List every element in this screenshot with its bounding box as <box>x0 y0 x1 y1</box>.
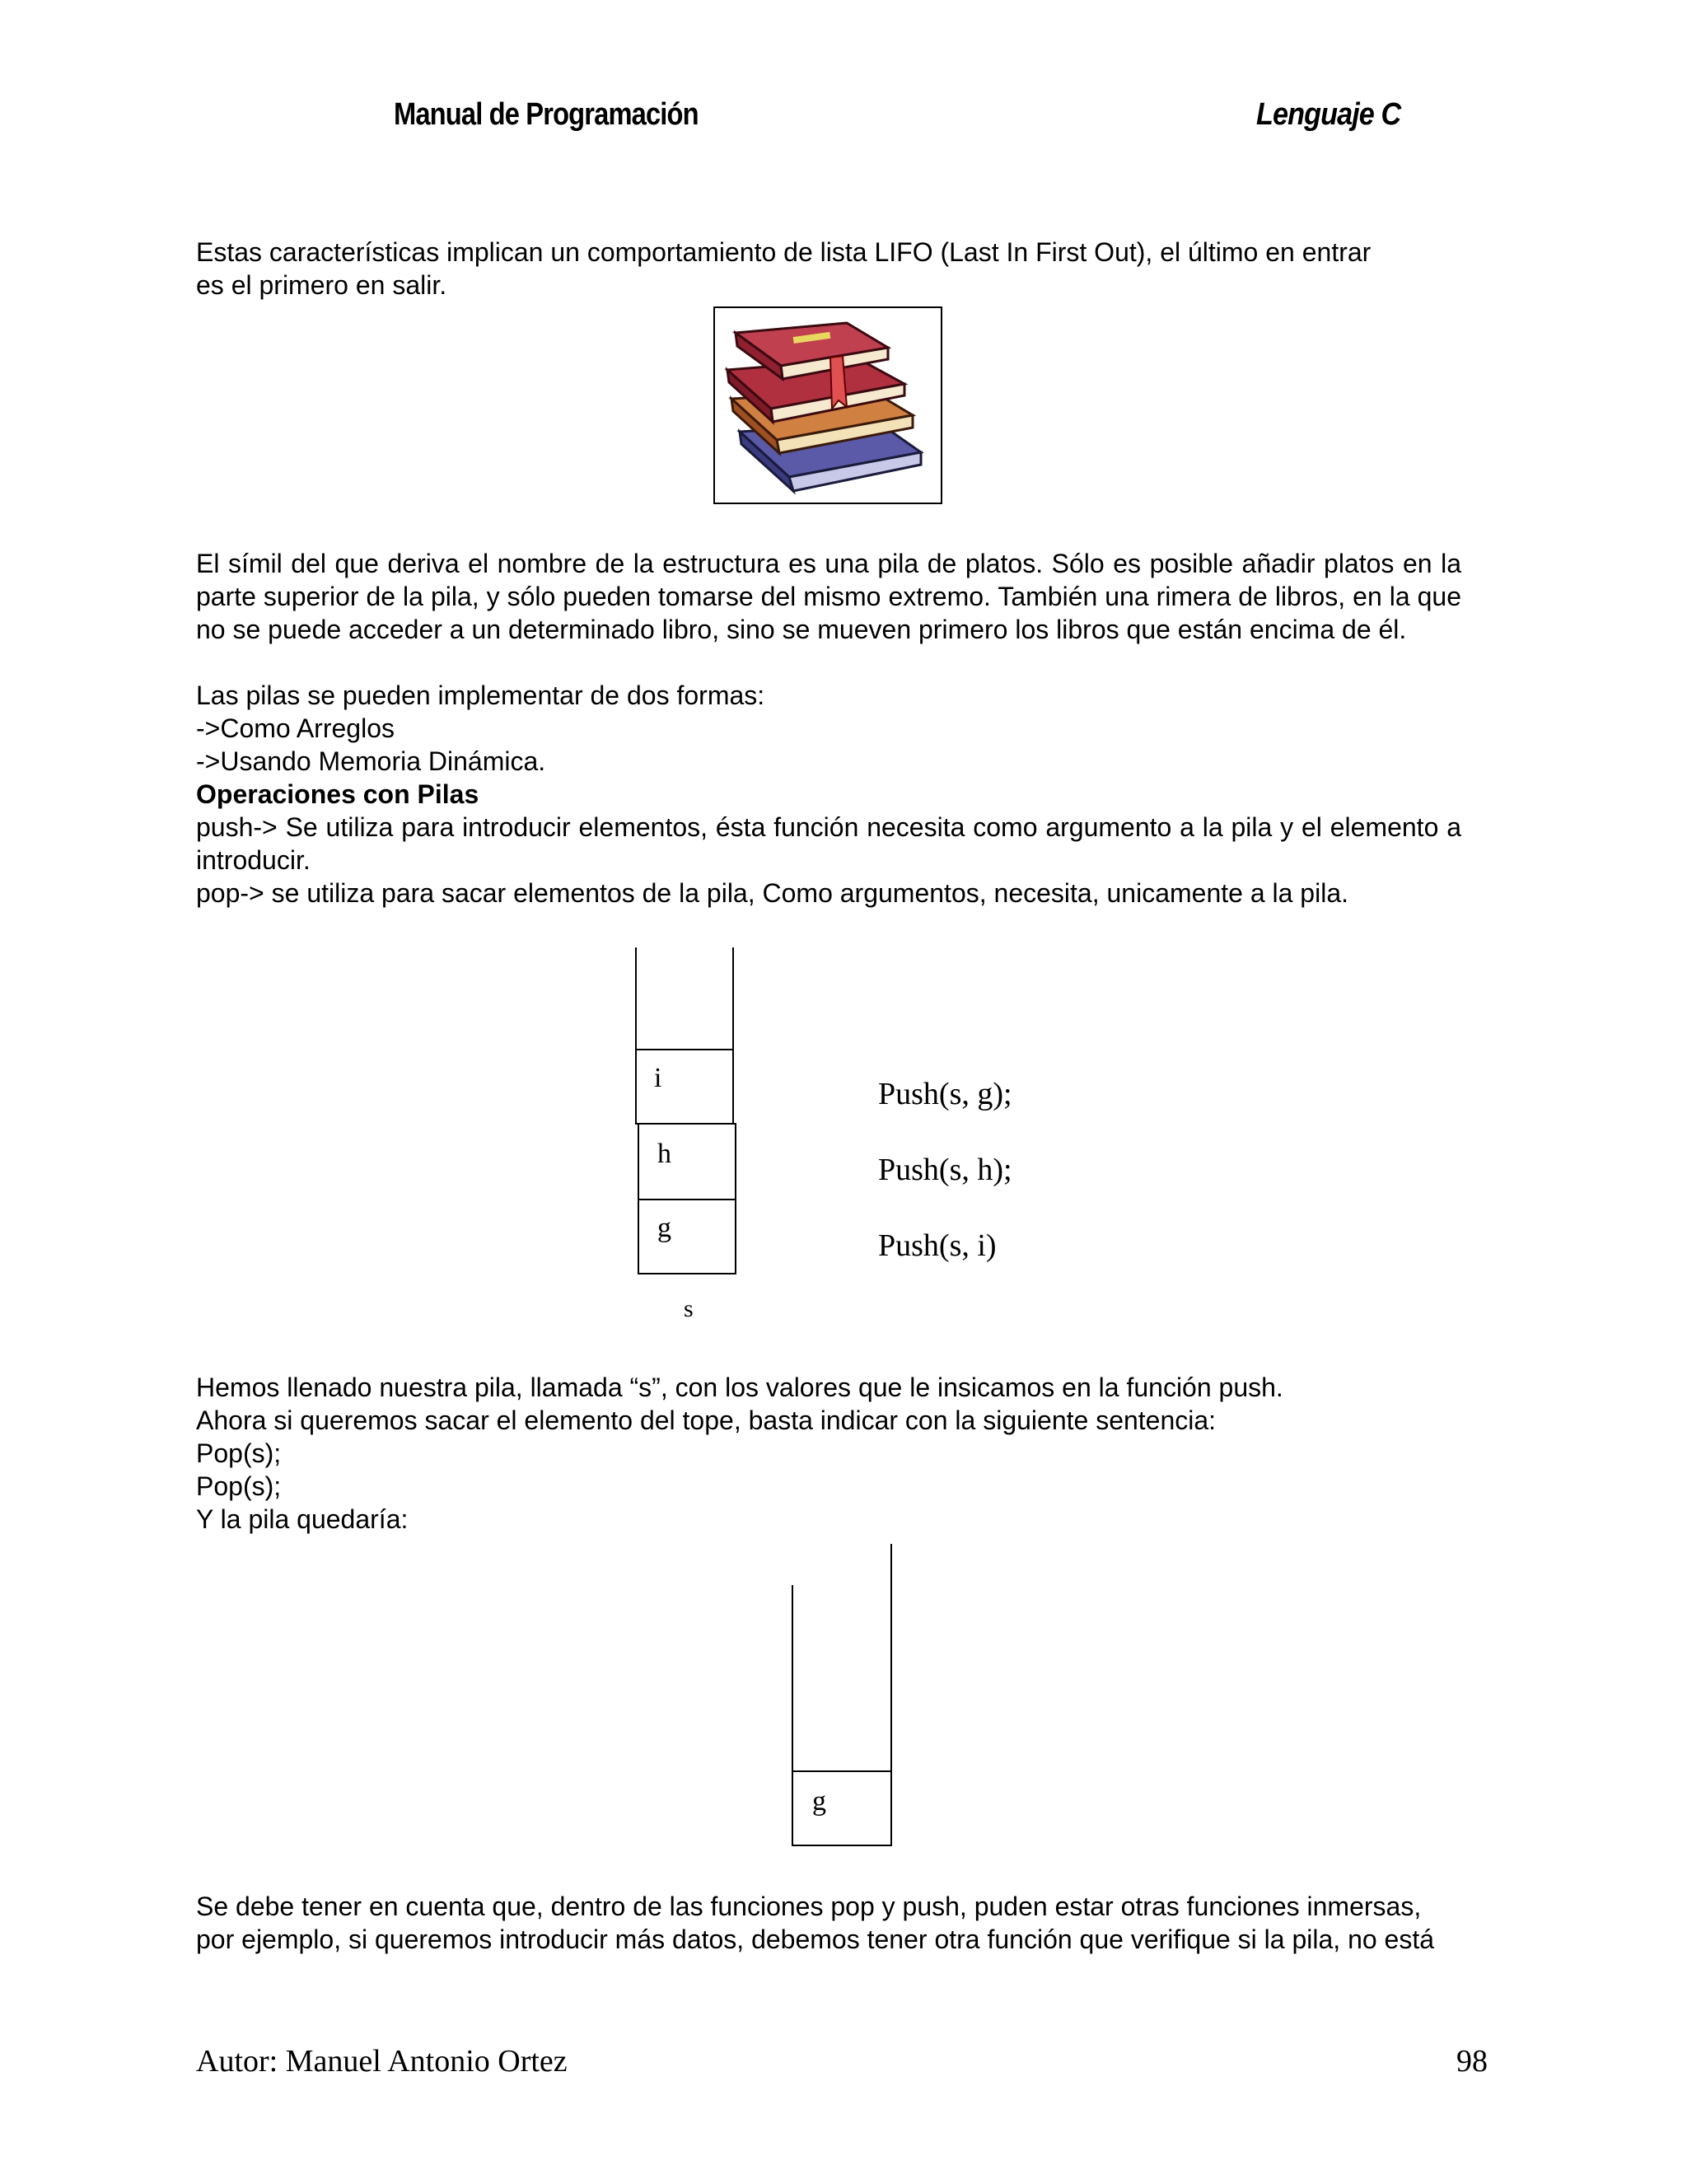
stack-diagram-full-graphic <box>626 947 1054 1335</box>
paragraph-line: Se debe tener en cuenta que, dentro de las funciones pop y push, puden estar otras funciones inmersas, <box>196 1892 1422 1921</box>
code-line: Pop(s); <box>196 1471 282 1501</box>
paragraph-line: Las pilas se pueden implementar de dos formas: <box>196 680 765 710</box>
stack-cell <box>636 1050 733 1124</box>
paragraph-pop: pop-> se utiliza para sacar elementos de la pila, Como argumentos, necesita, unicamente a la pila. <box>196 878 1348 908</box>
paragraph-push: push-> Se utiliza para introducir elementos, ésta función necesita como argumento a la pila y el elemento a introducir. <box>196 812 1461 875</box>
section-heading: Operaciones con Pilas <box>196 779 479 809</box>
stack-diagram-after-pop-graphic <box>783 1544 898 1849</box>
paragraph-line: Y la pila quedaría: <box>196 1504 409 1534</box>
paragraph-inner-functions <box>196 1890 1498 1956</box>
stack-name-label: s <box>684 1295 694 1322</box>
page-number: 98 <box>1456 2044 1488 2079</box>
list-item: ->Usando Memoria Dinámica. <box>196 746 546 776</box>
stack-cell-label: g <box>812 1786 826 1817</box>
stack-cell-label: g <box>657 1213 671 1243</box>
paragraph-line: es el primero en salir. <box>196 270 447 300</box>
paragraph-line: Ahora si queremos sacar el elemento del tope, basta indicar con la siguiente sentencia: <box>196 1405 1217 1435</box>
paragraph-line: por ejemplo, si queremos introducir más datos, debemos tener otra función que verifique si la pila, no está <box>196 1924 1435 1954</box>
paragraph-simil: El símil del que deriva el nombre de la estructura es una pila de platos. Sólo es posible añadir platos en la parte superior de la pila, y sólo pueden tomarse del mismo extremo. También una rimera de libros, en la que no se puede acceder a un determinado libro, sino se mueven primero los libros que están encima de él. <box>196 549 1461 644</box>
books-stack-image <box>713 306 942 504</box>
push-operation: Push(s, g); <box>878 1077 1012 1111</box>
footer-author: Autor: Manuel Antonio Ortez <box>196 2044 568 2079</box>
books-illustration <box>715 308 942 504</box>
stack-cell-label: i <box>654 1063 662 1093</box>
paragraph-filled-stack <box>196 1371 1461 1536</box>
header-subtitle: Lenguaje C <box>1256 97 1401 132</box>
code-line: Pop(s); <box>196 1438 282 1468</box>
list-item: ->Como Arreglos <box>196 713 395 743</box>
paragraph-line: Estas características implican un comportamiento de lista LIFO (Last In First Out), el último en entrar <box>196 237 1372 267</box>
stack-cell-label: h <box>657 1139 671 1169</box>
stack-cell <box>792 1771 891 1845</box>
stack-cell <box>638 1124 736 1200</box>
header-title: Manual de Programación <box>394 97 699 132</box>
stack-diagram-full <box>626 947 1054 1335</box>
stack-diagram-after-pop <box>783 1544 898 1849</box>
paragraph-lifo <box>196 236 1461 302</box>
push-operation: Push(s, h); <box>878 1153 1012 1187</box>
stack-cell <box>638 1200 736 1274</box>
paragraph-line: Hemos llenado nuestra pila, llamada “s”, con los valores que le insicamos en la función push. <box>196 1373 1283 1402</box>
paragraph-implementations <box>196 679 1461 811</box>
push-operation: Push(s, i) <box>878 1228 997 1263</box>
